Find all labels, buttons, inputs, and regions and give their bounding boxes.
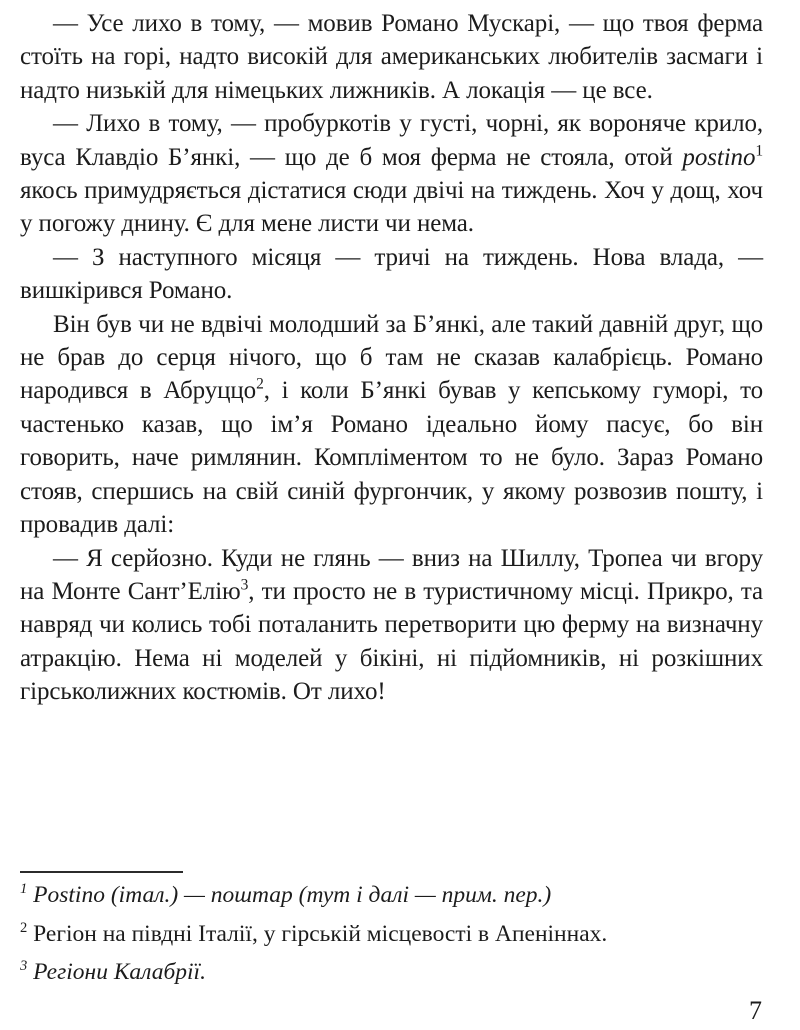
paragraph <box>20 7 763 107</box>
footnote-separator <box>20 871 183 873</box>
text-segment: — З наступного місяця — тричі на тиждень. Нова влада, — вишкірився Романо. <box>20 243 763 305</box>
text-segment: , і коли Б’янкі бував у кепському гуморі, то частенько казав, що ім’я Романо ідеально йому пасує, бо він говорить, наче римлянин. Компліментом то не було. Зараз Романо стояв, спершись на свій синій фургончик, у якому розвозив пошту, і провадив далі: <box>20 377 763 539</box>
paragraph <box>20 107 763 241</box>
footnote <box>20 915 763 954</box>
text-segment: Регіон на півдні Італії, у гірській місцевості в Апеніннах. <box>27 920 608 947</box>
text-segment: postino <box>682 143 756 171</box>
text-segment: Регіони Калабрії. <box>27 959 206 985</box>
text-segment: — Я серйозно. Куди не глянь — вниз на Шиллу, Тропеа чи вгору на Монте Сант’Елію <box>20 544 763 605</box>
footnote-ref: 3 <box>20 958 28 975</box>
text-segment: — Лихо в тому, — пробуркотів у густі, чорні, як вороняче крило, вуса Клавдіо Б’янкі, — що де б моя ферма не стояла, отой <box>20 110 763 171</box>
text-segment: — Усе лихо в тому, — мовив Романо Мускарі, — що твоя ферма стоїть на горі, надто високій для американських любителів засмаги і надто низькій для німецьких лижників. А локація — це все. <box>20 10 763 104</box>
text-segment: Він був чи не вдвічі молодший за Б’янкі, але такий давній друг, що не брав до серця нічого, що б там не сказав калабрієць. Романо народився в Абруццо <box>20 310 763 405</box>
footnote-section <box>20 871 763 992</box>
footnote-ref: 1 <box>20 881 28 898</box>
text-segment: , ти просто не в туристичному місці. Прикро, та навряд чи колись тобі поталанить перетворити цю ферму на визначну атракцію. Нема ні моделей у бікіні, ні підйомників, ні розкішних гірськолижних костюмів. От лихо! <box>20 577 764 706</box>
text-segment: якось примудряється дістатися сюди двічі на тиждень. Хоч у дощ, хоч у погожу днину. Є для мене листи чи нема. <box>20 177 763 238</box>
footnote-ref: 3 <box>240 576 249 594</box>
footnote <box>20 953 763 992</box>
paragraph <box>20 542 763 709</box>
paragraph <box>20 308 763 542</box>
text-segment: Postino (італ.) — поштар (тут і далі — прим. пер.) <box>27 882 552 908</box>
footnote-list <box>20 876 763 992</box>
footnote-ref: 2 <box>20 919 28 936</box>
footnote <box>20 876 763 915</box>
paragraph <box>20 241 763 308</box>
footnote-ref: 1 <box>755 142 763 160</box>
body-text <box>20 7 763 709</box>
page-number: 7 <box>749 996 762 1025</box>
footnote-ref: 2 <box>256 376 264 394</box>
